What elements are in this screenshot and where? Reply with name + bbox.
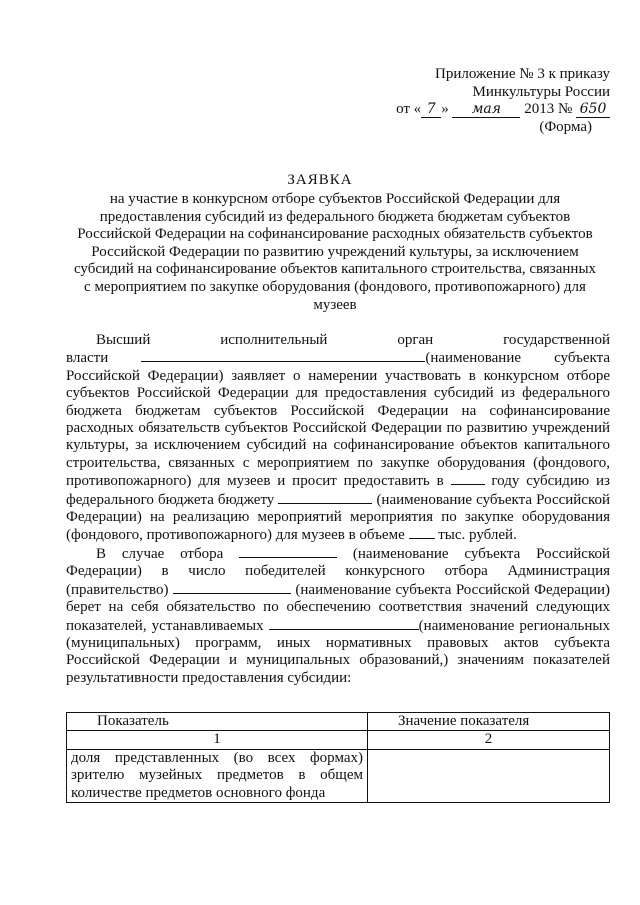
appendix-block bbox=[380, 66, 610, 136]
para2-text-3: (наименование субъекта Российской Федерации) берет на себя обязательство по обеспечению соответствия значений следующих показателей, устанавливаемых bbox=[66, 581, 611, 634]
form-label: (Форма) bbox=[539, 118, 592, 135]
order-number: 650 bbox=[576, 102, 610, 118]
header-value: Значение показателя bbox=[368, 713, 610, 731]
value-cell bbox=[368, 749, 610, 802]
region-name-blank-3 bbox=[239, 545, 337, 558]
para1-text-4: (наименование субъекта Российской Федерации) на реализацию мероприятий мероприятия по закупке оборудования (фондового, противопожарного) для музеев в объеме bbox=[66, 491, 611, 544]
table-number-row bbox=[67, 731, 610, 749]
paragraph-2 bbox=[66, 545, 610, 687]
date-mid: » bbox=[441, 101, 449, 117]
year-blank bbox=[451, 472, 485, 485]
para1-text-5: тыс. рублей. bbox=[438, 527, 517, 544]
para1-text-2: (наименование субъекта Российской Федерации) заявляет о намерении участвовать в конкурсном отборе субъектов Российской Федерации для предоставления субсидий из федерального бюджета бюджетам субъектов Российской Федерации на софинансирование расходных обязательств субъектов Российской Федерации по развитию учреждений культуры, за исключением субсидий на софинансирование объектов капитального строительства, связанных с мероприятием по закупке оборудования (фондового, противопожарного) для музеев и просит предоставить в bbox=[66, 350, 610, 490]
order-month: мая bbox=[452, 102, 520, 118]
indicator-cell: доля представленных (во всех формах) зрителю музейных предметов в общем количестве предметов основного фонда bbox=[67, 749, 368, 802]
order-date-line bbox=[380, 101, 610, 119]
region-name-blank-1 bbox=[141, 349, 425, 362]
para2-text-2: (наименование субъекта Российской Федерации) в число победителей конкурсного отбора Администрация (правительство) bbox=[66, 545, 611, 598]
para1-text-1: Высший исполнительный орган государственной власти bbox=[66, 332, 610, 367]
paragraph-1 bbox=[66, 332, 610, 545]
document-body bbox=[66, 332, 610, 687]
para2-text-4: (наименование региональных (муниципальных) программ, иных нормативных правовых актов субъекта Российской Федерации и муниципальных образований,) значениям показателей результативности предоставления субсидии: bbox=[66, 617, 610, 686]
order-year: 2013 № bbox=[524, 101, 573, 117]
column-number-2: 2 bbox=[368, 731, 610, 749]
table-header-row bbox=[67, 713, 610, 731]
region-name-blank-4 bbox=[173, 581, 291, 594]
document-title: ЗАЯВКА bbox=[287, 172, 353, 188]
header-indicator: Показатель bbox=[67, 713, 368, 731]
table-row bbox=[67, 749, 610, 802]
region-name-blank-2 bbox=[278, 491, 372, 504]
order-day: 7 bbox=[421, 102, 441, 118]
appendix-line-2: Минкультуры России bbox=[472, 83, 610, 100]
document-subtitle: на участие в конкурсном отборе субъектов Российской Федерации для предоставления субсидий из федерального бюджета бюджетам субъектов Российской Федерации на софинансирование расходных обязательств субъектов Российской Федерации по развитию учреждений культуры, за исключением субсидий на софинансирование объектов капитального строительства, связанных с мероприятием по закупке оборудования (фондового, противопожарного) для музеев bbox=[73, 191, 597, 313]
date-prefix: от « bbox=[396, 101, 422, 117]
column-number-1: 1 bbox=[67, 731, 368, 749]
amount-blank bbox=[409, 526, 435, 539]
indicators-table bbox=[66, 712, 610, 803]
appendix-line-1: Приложение № 3 к приказу bbox=[435, 66, 610, 82]
para1-text-3: году субсидию из федерального бюджета бюджету bbox=[66, 473, 610, 508]
para2-text-1: В случае отбора bbox=[96, 545, 224, 562]
programs-name-blank bbox=[269, 617, 419, 630]
